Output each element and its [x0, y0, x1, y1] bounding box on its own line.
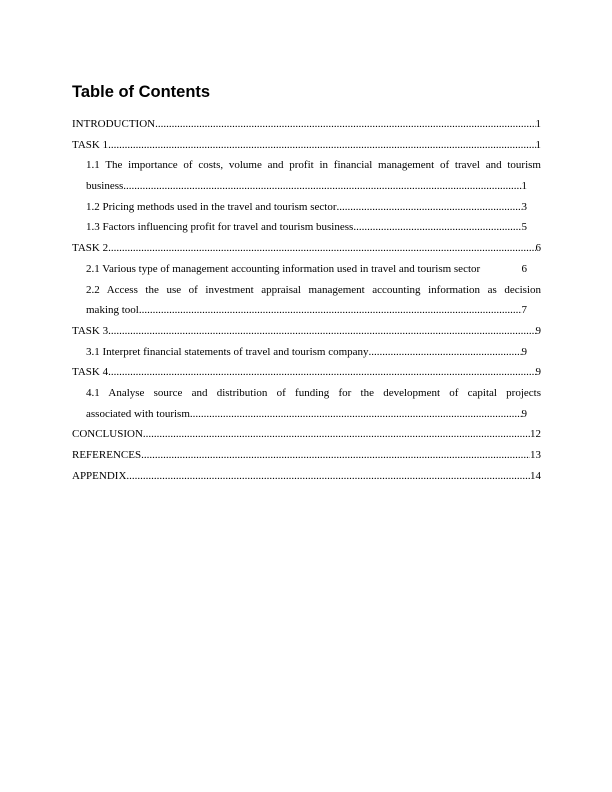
dot-leader	[143, 424, 530, 445]
dot-leader	[337, 197, 522, 218]
toc-entry-1-3[interactable]	[72, 217, 541, 238]
toc-page-number: 13	[530, 449, 541, 461]
toc-entry-2-2[interactable]	[72, 280, 541, 321]
toc-entry-text: REFERENCES	[72, 449, 142, 461]
toc-page-number: 1	[535, 118, 541, 130]
toc-entry-text-line1: 2.2 Access the use of investment appraisal management accounting information as decision	[86, 283, 541, 296]
toc-entry-2-1[interactable]	[72, 259, 541, 280]
dot-leader	[353, 217, 521, 238]
toc-page-number: 9	[521, 345, 527, 358]
toc-entry-text: 1.3 Factors influencing profit for travel and tourism business	[86, 221, 354, 234]
dot-leader	[123, 176, 521, 197]
toc-entry-line2	[72, 176, 541, 197]
toc-entry-line2	[72, 300, 541, 321]
toc-entry-1-1[interactable]	[72, 155, 541, 196]
toc-entry-3-1[interactable]	[72, 342, 541, 363]
toc-entry-task-2[interactable]	[72, 238, 541, 259]
dot-leader	[155, 114, 535, 135]
toc-entry-text: TASK 2	[72, 242, 109, 255]
toc-page-number: 1	[521, 180, 527, 193]
toc-entry-text-line2: making tool	[86, 304, 139, 317]
toc-page-number: 9	[535, 324, 541, 337]
dot-leader	[126, 466, 530, 487]
toc-entry-text-line2: business	[86, 180, 124, 193]
dot-leader	[190, 404, 522, 425]
toc-entry-references[interactable]	[72, 445, 541, 466]
toc-page-number: 9	[535, 366, 541, 379]
toc-entry-4-1[interactable]	[72, 383, 541, 424]
dot-leader	[108, 321, 535, 342]
toc-entry-text: 2.1 Various type of management accounting information used in travel and tourism sector	[86, 262, 481, 275]
toc-entry-text: 1.2 Pricing methods used in the travel and tourism sector	[86, 200, 337, 213]
dot-leader	[108, 362, 535, 383]
dot-leader	[139, 300, 522, 321]
dot-leader	[108, 135, 535, 156]
toc-page-number: 5	[521, 221, 527, 234]
toc-entry-text-line1: 1.1 The importance of costs, volume and profit in financial management of travel and tourism	[86, 159, 541, 172]
toc-entry-appendix[interactable]	[72, 466, 541, 487]
toc-entry-text: 3.1 Interpret financial statements of travel and tourism company	[86, 345, 369, 358]
dot-leader	[369, 342, 522, 363]
toc-page-number: 6	[535, 242, 541, 255]
toc-entry-text: INTRODUCTION	[72, 118, 156, 130]
toc-page-number: 9	[521, 407, 527, 420]
table-of-contents	[72, 114, 541, 486]
toc-title: Table of Contents	[72, 83, 211, 101]
toc-entry-text: TASK 3	[72, 324, 109, 337]
dot-leader	[141, 445, 530, 466]
toc-entry-text: APPENDIX	[72, 469, 127, 482]
toc-entry-text-line2: associated with tourism	[86, 407, 190, 420]
toc-entry-text-line1: 4.1 Analyse source and distribution of funding for the development of capital projects	[86, 386, 541, 399]
toc-page-number: 14	[530, 469, 541, 482]
toc-entry-text: CONCLUSION	[72, 428, 143, 441]
toc-entry-introduction[interactable]	[72, 114, 541, 135]
toc-entry-text: TASK 4	[72, 366, 109, 379]
dot-leader	[108, 238, 535, 259]
toc-page-number: 3	[521, 200, 527, 213]
toc-entry-task-1[interactable]	[72, 135, 541, 156]
toc-entry-conclusion[interactable]	[72, 424, 541, 445]
toc-entry-text: TASK 1	[72, 138, 109, 151]
toc-entry-task-4[interactable]	[72, 362, 541, 383]
toc-page-number: 12	[530, 428, 541, 441]
toc-page-number: 1	[535, 138, 541, 151]
toc-entry-task-3[interactable]	[72, 321, 541, 342]
toc-entry-line2	[72, 404, 541, 425]
toc-page-number: 6	[521, 262, 527, 275]
toc-page-number: 7	[521, 304, 527, 317]
toc-entry-1-2[interactable]	[72, 197, 541, 218]
